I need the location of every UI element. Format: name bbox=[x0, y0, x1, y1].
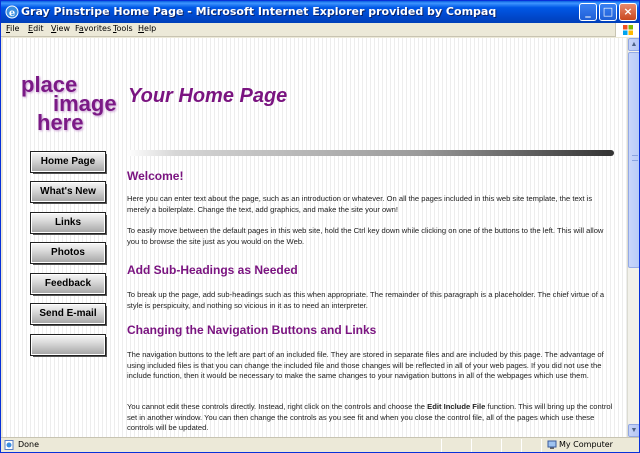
windows-logo-throbber bbox=[615, 23, 639, 37]
nav-button-blank[interactable] bbox=[31, 335, 105, 355]
windows-flag-icon bbox=[623, 25, 633, 35]
section-heading-nav-buttons: Changing the Navigation Buttons and Links bbox=[127, 323, 377, 337]
status-bar bbox=[1, 437, 639, 452]
nav-button-home-page[interactable]: Home Page bbox=[31, 152, 105, 172]
minimize-button[interactable]: _ bbox=[579, 3, 597, 21]
menu-view[interactable]: View bbox=[51, 24, 70, 33]
status-divider bbox=[501, 439, 502, 452]
nav-button-whats-new[interactable]: What's New bbox=[31, 182, 105, 202]
my-computer-icon bbox=[547, 440, 557, 450]
pinstripe-divider bbox=[127, 150, 614, 156]
security-zone-text: My Computer bbox=[559, 440, 613, 449]
logo-text-line: place bbox=[21, 72, 78, 97]
status-divider bbox=[441, 439, 442, 452]
status-divider bbox=[541, 439, 542, 452]
grip-icon bbox=[632, 155, 638, 161]
menu-favorites[interactable]: Favorites bbox=[75, 24, 112, 33]
close-button[interactable]: × bbox=[619, 3, 637, 21]
menu-tools[interactable]: Tools bbox=[113, 24, 133, 33]
status-divider bbox=[521, 439, 522, 452]
scroll-up-arrow-icon[interactable]: ▲ bbox=[628, 38, 640, 51]
paragraph-subheadings: To break up the page, add sub-headings such as this when appropriate. The remainder of this paragraph is a placeholder. The chief virtue of a style is perspicuity, and nothing so vicious in it as to need an interpreter. bbox=[127, 290, 605, 310]
internet-explorer-icon bbox=[5, 5, 19, 19]
vertical-scrollbar[interactable] bbox=[627, 38, 639, 437]
nav-button-photos[interactable]: Photos bbox=[31, 243, 105, 263]
logo-text-line: image bbox=[53, 91, 117, 116]
svg-text:e: e bbox=[8, 8, 16, 19]
nav-button-send-email[interactable]: Send E-mail bbox=[31, 304, 105, 324]
paragraph-navigation-tip: To easily move between the default pages in this web site, hold the Ctrl key down while clicking on one of the buttons to the left. This will allow you to browse the site just as you would on the Web. bbox=[127, 226, 604, 246]
nav-button-links[interactable]: Links bbox=[31, 213, 105, 233]
page-done-icon bbox=[4, 440, 14, 450]
page-title: Your Home Page bbox=[128, 85, 288, 107]
edit-include-file-label: Edit Include File bbox=[427, 402, 486, 411]
status-divider bbox=[471, 439, 472, 452]
menu-bar bbox=[1, 23, 639, 37]
status-text: Done bbox=[18, 440, 40, 449]
maximize-button[interactable]: □ bbox=[599, 3, 617, 21]
paragraph-intro: Here you can enter text about the page, such as an introduction or whatever. On all the pages included in this web site template, the text is merely a boilerplate. Change the text, add graphics, and make the site your own! bbox=[127, 194, 593, 214]
window-title: Gray Pinstripe Home Page - Microsoft Internet Explorer provided by Compaq bbox=[21, 5, 497, 18]
nav-button-feedback[interactable]: Feedback bbox=[31, 274, 105, 294]
scroll-down-arrow-icon[interactable]: ▼ bbox=[628, 424, 640, 437]
menu-help[interactable]: Help bbox=[138, 24, 157, 33]
menu-file[interactable]: File bbox=[6, 24, 20, 33]
paragraph-included-files: The navigation buttons to the left are part of an included file. They are stored in separate files and are included by this page. The advantage of using included files is that you can change the included file and those changes will be reflected in all of your web pages. If you did not use the include function, then it would be necessary to make the same changes to your navigation buttons in all of the webpages which use them. bbox=[127, 350, 604, 380]
title-bar[interactable] bbox=[1, 1, 639, 23]
logo-placeholder bbox=[17, 72, 117, 135]
section-heading-welcome: Welcome! bbox=[127, 169, 184, 183]
logo-text-line: here bbox=[37, 110, 84, 135]
section-heading-subheadings: Add Sub-Headings as Needed bbox=[127, 263, 298, 277]
menu-edit[interactable]: Edit bbox=[28, 24, 44, 33]
scrollbar-thumb[interactable] bbox=[628, 52, 640, 268]
page-content bbox=[3, 38, 627, 437]
paragraph-edit-include: You cannot edit these controls directly. Instead, right click on the controls and choose the Edit Include File function. This will bring up the control set in another window. You can then change the controls as you see fit and when you close the control file, all of the pages which use these controls will be updated. bbox=[127, 402, 613, 432]
